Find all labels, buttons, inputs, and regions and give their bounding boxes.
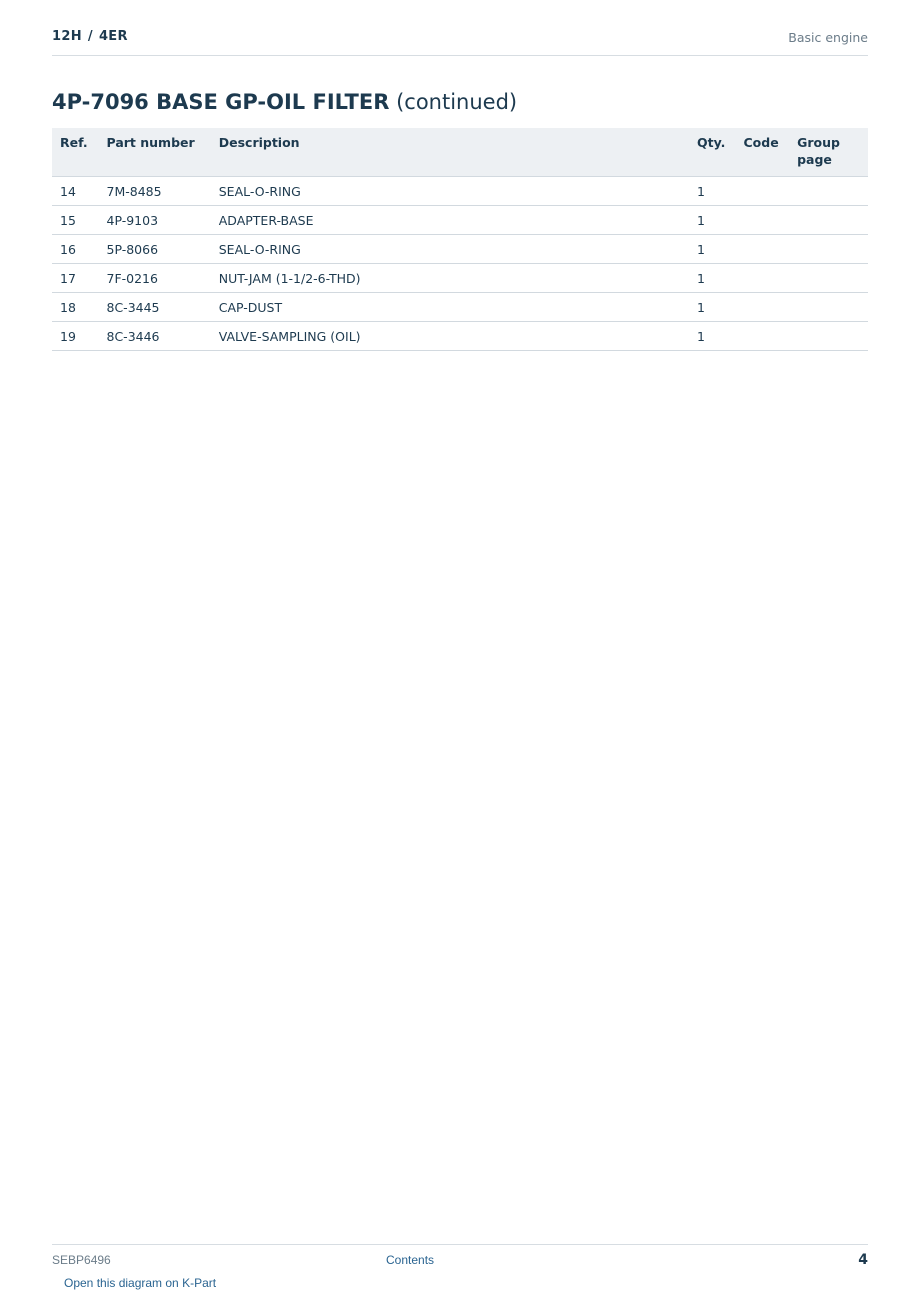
parts-table-body	[52, 177, 868, 351]
table-row	[52, 177, 868, 206]
page-footer	[52, 1244, 868, 1275]
model-separator: /	[87, 29, 93, 44]
page-title	[52, 90, 517, 114]
cell-ref: 14	[52, 177, 99, 206]
cell-description: CAP-DUST	[211, 293, 689, 322]
cell-description: NUT-JAM (1-1/2-6-THD)	[211, 264, 689, 293]
cell-ref: 16	[52, 235, 99, 264]
table-row	[52, 264, 868, 293]
cell-description: ADAPTER-BASE	[211, 206, 689, 235]
cell-code	[736, 235, 790, 264]
cell-group-page	[789, 206, 868, 235]
column-header-part-number: Part number	[99, 128, 211, 177]
header-row	[52, 128, 868, 177]
cell-description: SEAL-O-RING	[211, 235, 689, 264]
cell-group-page	[789, 293, 868, 322]
cell-group-page	[789, 264, 868, 293]
cell-part-number: 7M-8485	[99, 177, 211, 206]
model-left: 12H	[52, 29, 82, 44]
contents-link[interactable]: Contents	[386, 1253, 435, 1267]
cell-group-page	[789, 235, 868, 264]
page-title-suffix: (continued)	[396, 90, 518, 114]
cell-part-number: 4P-9103	[99, 206, 211, 235]
cell-part-number: 8C-3446	[99, 322, 211, 351]
cell-code	[736, 293, 790, 322]
column-header-ref: Ref.	[52, 128, 99, 177]
cell-group-page	[789, 322, 868, 351]
cell-ref: 17	[52, 264, 99, 293]
cell-ref: 19	[52, 322, 99, 351]
cell-qty: 1	[689, 322, 736, 351]
cell-code	[736, 177, 790, 206]
cell-qty: 1	[689, 177, 736, 206]
cell-code	[736, 322, 790, 351]
cell-description: SEAL-O-RING	[211, 177, 689, 206]
cell-qty: 1	[689, 235, 736, 264]
table-row	[52, 235, 868, 264]
model-designation	[52, 29, 128, 44]
cell-qty: 1	[689, 206, 736, 235]
table-row	[52, 293, 868, 322]
column-header-qty: Qty.	[689, 128, 736, 177]
model-right: 4ER	[98, 29, 128, 44]
cell-description: VALVE-SAMPLING (OIL)	[211, 322, 689, 351]
cell-qty: 1	[689, 293, 736, 322]
column-header-description: Description	[211, 128, 689, 177]
cell-code	[736, 206, 790, 235]
cell-code	[736, 264, 790, 293]
table-row	[52, 206, 868, 235]
cell-ref: 18	[52, 293, 99, 322]
open-diagram-kpart-link[interactable]: Open this diagram on K-Part	[64, 1276, 217, 1290]
column-header-group-page: Group page	[789, 128, 868, 177]
page-title-main: 4P-7096 BASE GP-OIL FILTER	[52, 90, 390, 114]
section-name: Basic engine	[788, 30, 868, 45]
cell-part-number: 5P-8066	[99, 235, 211, 264]
page-number: 4	[858, 1252, 868, 1268]
column-header-code: Code	[736, 128, 790, 177]
page-header	[52, 28, 868, 56]
cell-part-number: 7F-0216	[99, 264, 211, 293]
parts-table-header	[52, 128, 868, 177]
document-id: SEBP6496	[52, 1253, 111, 1267]
parts-table	[52, 128, 868, 351]
cell-group-page	[789, 177, 868, 206]
cell-part-number: 8C-3445	[99, 293, 211, 322]
table-row	[52, 322, 868, 351]
cell-ref: 15	[52, 206, 99, 235]
cell-qty: 1	[689, 264, 736, 293]
